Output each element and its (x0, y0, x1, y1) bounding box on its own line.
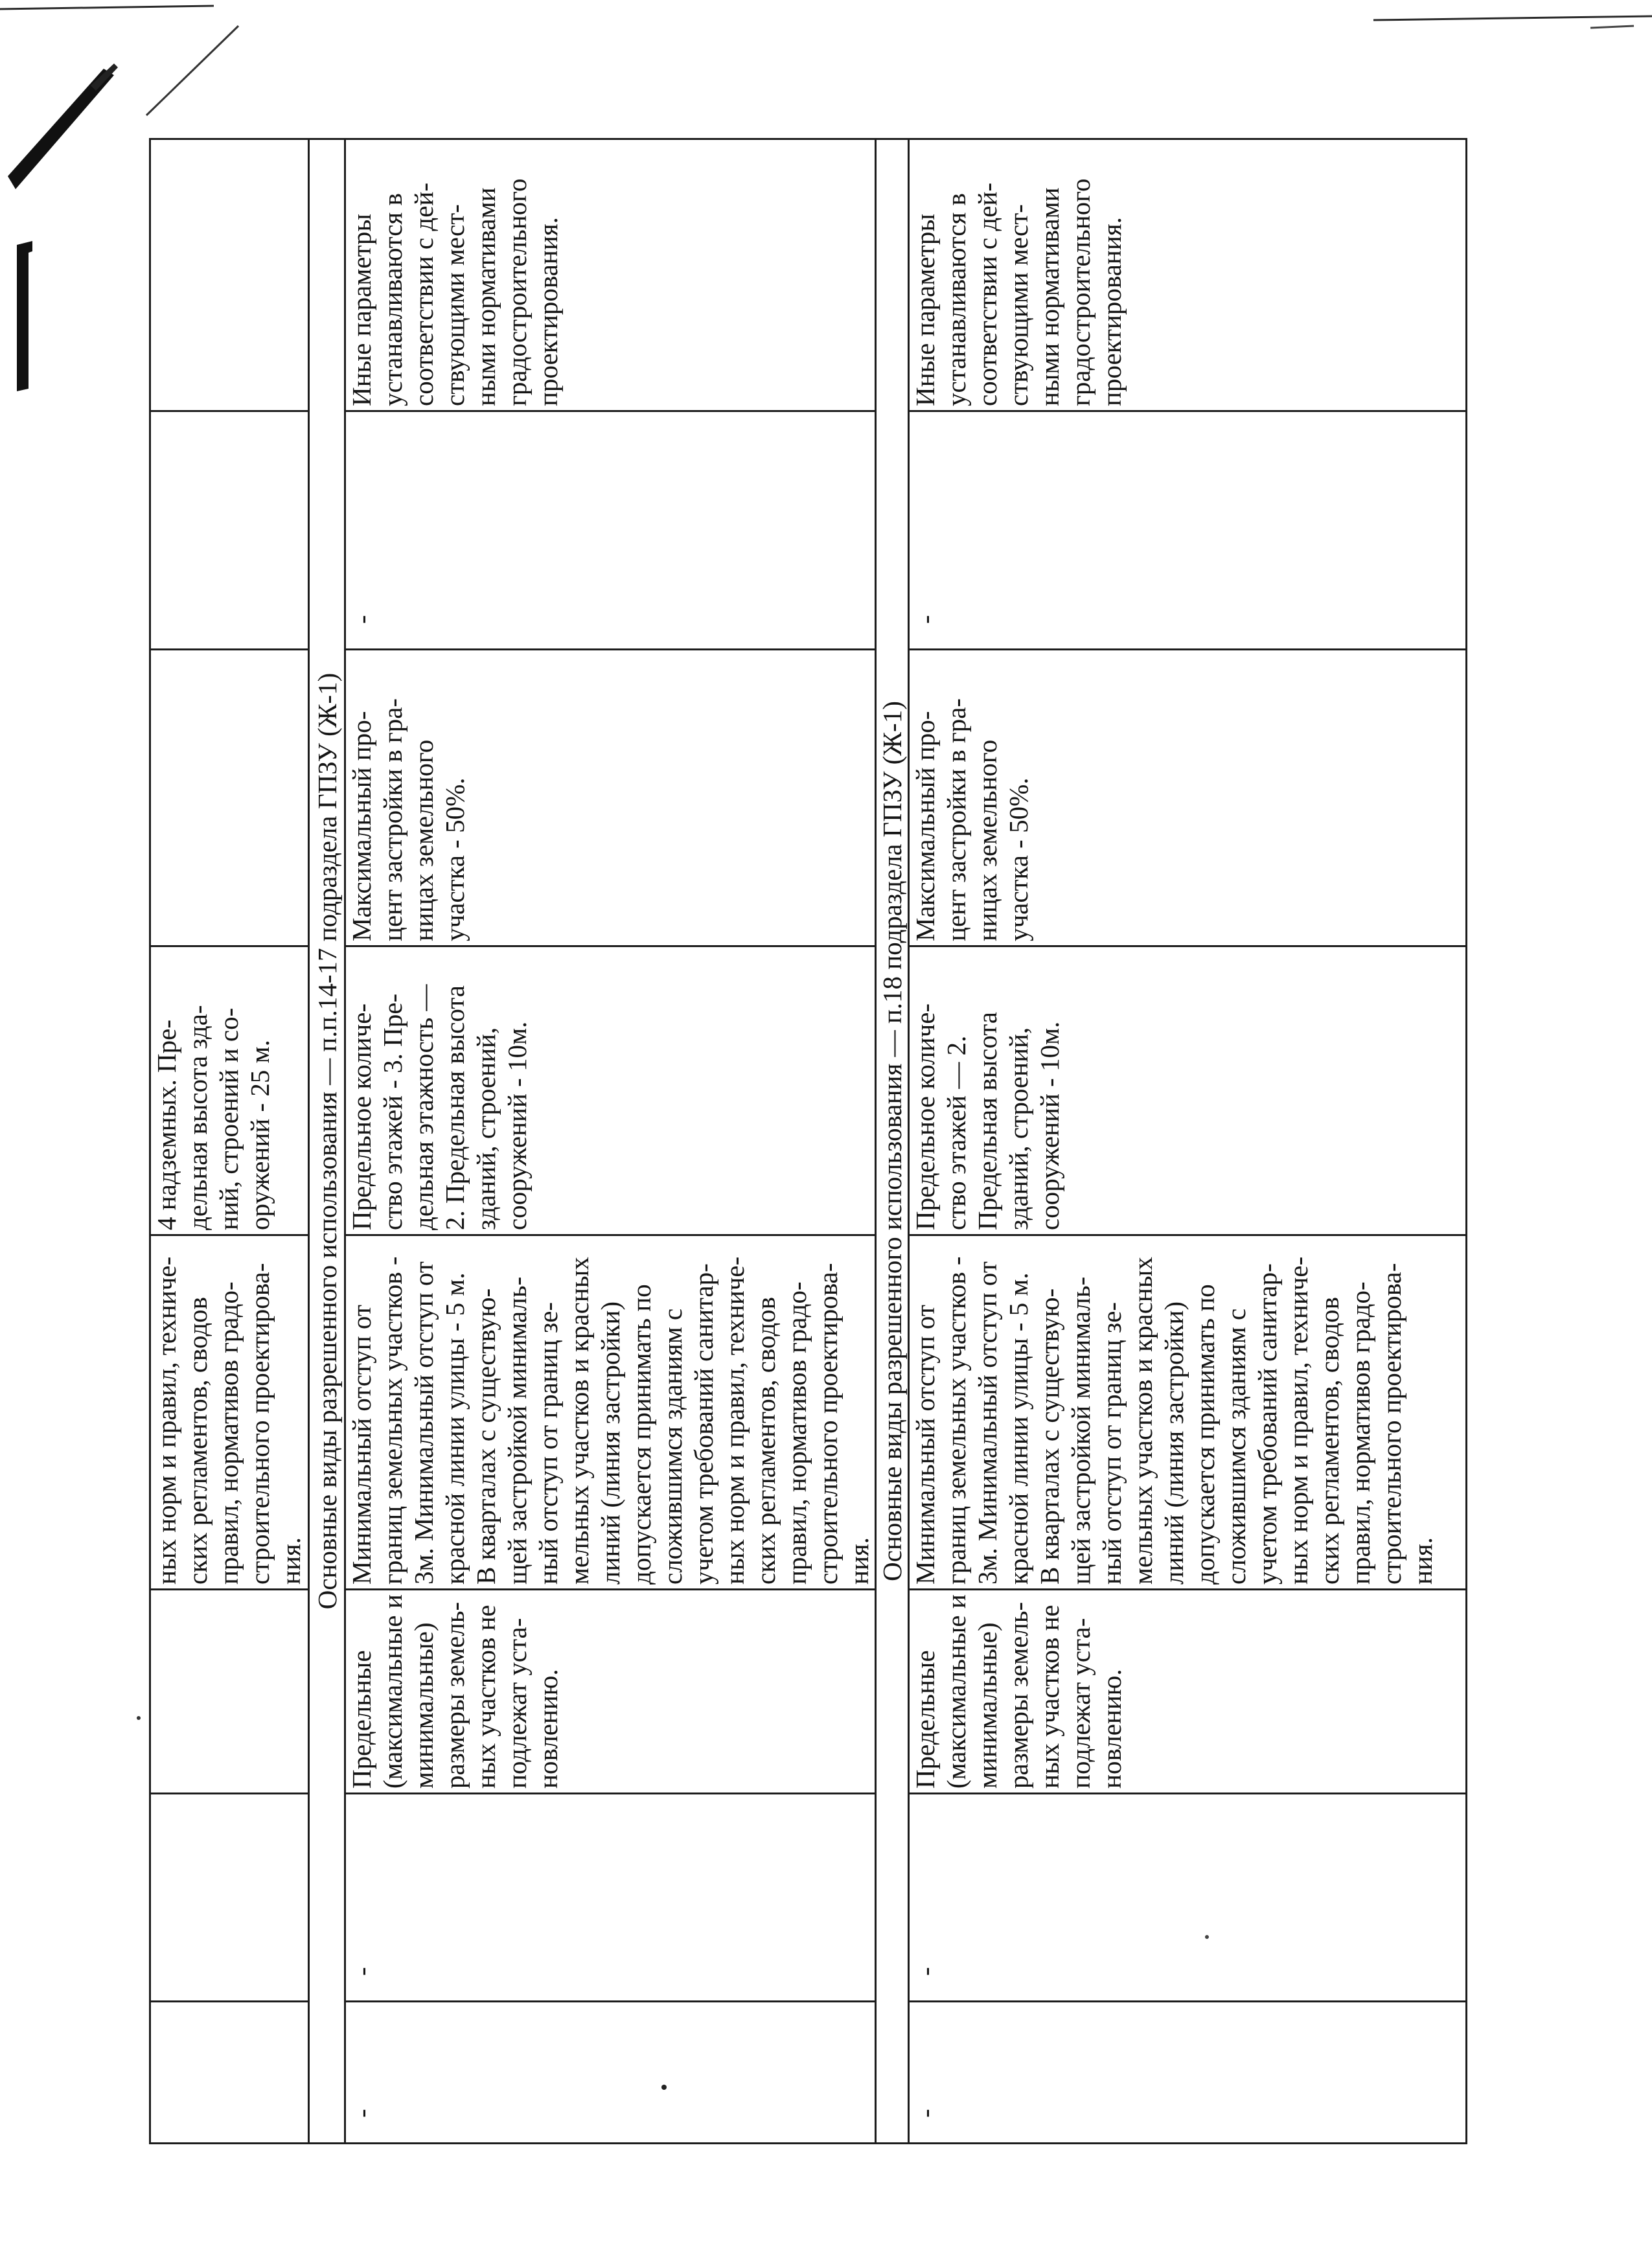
dash-cell: - (346, 2002, 875, 2142)
max-coverage-cell: Максимальный про- цент застройки в гра- ницах земельного участка - 50%. (910, 650, 1465, 945)
scan-edge-bracket (17, 241, 32, 391)
scan-brush-stroke (8, 69, 114, 189)
floors-height-limits-cell: Предельное количе- ство этажей - 3. Пре- дельная этажность — 2. Предельная высота зданий, строений, сооружений - 10м. (346, 947, 875, 1234)
floors-height-limits-cell: Предельное количе- ство этажей — 2. Предельная высота зданий, строений, сооружений - 10м. (910, 947, 1465, 1234)
scan-brush-stroke (91, 63, 118, 91)
dash-cell: - (346, 1794, 875, 2000)
empty-cell (151, 140, 308, 410)
scan-dot (137, 1716, 141, 1720)
scan-edge-mark (1590, 26, 1634, 28)
other-parameters-cell: Иные параметры устанавливаются в соответствии с дей- ствующими мест- ными нормативами градостроительного проектирования. (346, 140, 875, 410)
dash-cell: - (910, 2002, 1465, 2142)
section-heading: Основные виды разрешенного использования — п.18 подраздела ГПЗУ (Ж-1) (877, 140, 908, 2142)
section-heading: Основные виды разрешенного использования — п.п.14-17 подраздела ГПЗУ (Ж-1) (310, 140, 344, 2142)
setback-continuation-cell: ных норм и правил, техниче- ских регламентов, сводов правил, нормативов градо- строительного проектирова- ния. (151, 1236, 308, 1588)
other-parameters-cell: Иные параметры устанавливаются в соответствии с дей- ствующими мест- ными нормативами градостроительного проектирования. (910, 140, 1465, 410)
scan-edge-line (0, 6, 214, 9)
empty-cell (151, 412, 308, 648)
empty-cell (151, 2002, 308, 2142)
scan-thin-stroke (146, 26, 238, 115)
scan-edge-line (1373, 16, 1652, 20)
empty-cell (151, 1794, 308, 2000)
min-setback-cell: Минимальный отступ от границ земельных участков - 3м. Минимальный отступ от красной линии улицы - 5 м. В кварталах с существую- щей застройкой минималь- ный отступ от границ зе- мельных участков и красных линий (линия застройки) допускается принимать по сложившимся зданиям с учетом требований санитар- ных норм и правил, техниче- ских регламентов, сводов правил, нормативов градо- строительного проектирова- ния. (910, 1236, 1465, 1588)
regulations-table (149, 138, 1467, 2144)
plot-size-limits-cell: Предельные (максимальные и минимальные) размеры земель- ных участков не подлежат уста- новлению. (910, 1590, 1465, 1793)
max-coverage-cell: Максимальный про- цент застройки в гра- ницах земельного участка - 50%. (346, 650, 875, 945)
dash-cell: - (910, 1794, 1465, 2000)
dash-cell: - (346, 412, 875, 648)
empty-cell (151, 1590, 308, 1793)
plot-size-limits-cell: Предельные (максимальные и минимальные) размеры земель- ных участков не подлежат уста- новлению. (346, 1590, 875, 1793)
dash-cell: - (910, 412, 1465, 648)
min-setback-cell: Минимальный отступ от границ земельных участков - 3м. Минимальный отступ от красной линии улицы - 5 м. В кварталах с существую- щей застройкой минималь- ный отступ от границ зе- мельных участков и красных линий (линия застройки) допускается принимать по сложившимся зданиям с учетом требований санитар- ных норм и правил, техниче- ских регламентов, сводов правил, нормативов градо- строительного проектирова- ния. (346, 1236, 875, 1588)
height-continuation-cell: 4 надземных. Пре- дельная высота зда- ний, строений и со- оружений - 25 м. (151, 947, 308, 1234)
empty-cell (151, 650, 308, 945)
